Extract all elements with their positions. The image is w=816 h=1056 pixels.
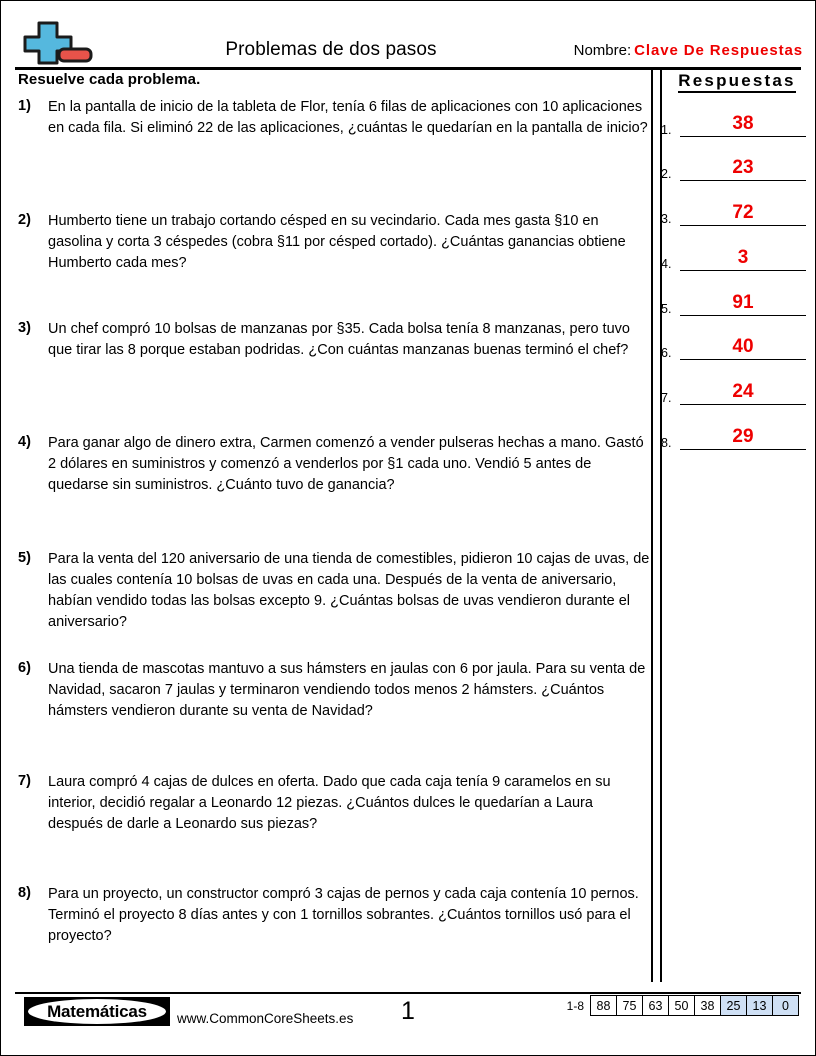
score-cell: 88	[590, 995, 616, 1016]
name-value: Clave De Respuestas	[634, 42, 803, 59]
answer-index: 7.	[661, 391, 672, 405]
score-table	[567, 995, 799, 1016]
answer-index: 4.	[661, 257, 672, 271]
problem-text: Laura compró 4 cajas de dulces en oferta. Dado que cada caja tenía 9 caramelos en su interior, decidió regalar a Leonardo 12 piezas. ¿Cuántos dulces le quedarían a Laura después de darle a Leonardo sus piezas?	[48, 774, 611, 832]
answer-row	[658, 149, 808, 181]
answer-index: 5.	[661, 302, 672, 316]
answers-heading	[658, 71, 816, 91]
answer-row	[658, 284, 808, 316]
problem-number: 4)	[18, 434, 31, 450]
score-cell: 38	[694, 995, 720, 1016]
score-cells	[590, 995, 799, 1016]
problem-item	[18, 433, 650, 496]
score-cell: 75	[616, 995, 642, 1016]
problem-item	[18, 772, 650, 835]
problem-item	[18, 97, 650, 139]
instruction-text: Resuelve cada problema.	[18, 71, 201, 88]
answer-value: 29	[732, 426, 754, 447]
answer-row	[658, 105, 808, 137]
answer-value: 3	[737, 247, 749, 268]
problem-text: Para la venta del 120 aniversario de una tienda de comestibles, pidieron 10 cajas de uvas, de las cuales contenía 10 bolsas de uvas en cada una. Después de la venta de aniversario, habían vendido todas las bolsas excepto 9. ¿Cuántas bolsas de uvas vendieron durante el aniversario?	[48, 551, 650, 630]
score-cell: 50	[668, 995, 694, 1016]
answer-value: 38	[732, 113, 754, 134]
answer-index: 6.	[661, 346, 672, 360]
answer-row	[658, 328, 808, 360]
answer-index: 8.	[661, 436, 672, 450]
answer-value: 91	[732, 292, 754, 313]
answer-row	[658, 239, 808, 271]
website-url: www.CommonCoreSheets.es	[177, 1011, 354, 1026]
name-field	[574, 42, 803, 59]
problem-number: 2)	[18, 212, 31, 228]
problem-item	[18, 549, 650, 633]
problem-text: Para ganar algo de dinero extra, Carmen comenzó a vender pulseras hechas a mano. Gastó 2 dólares en suministros y comenzó a venderlos por §1 cada uno. Vendió 5 antes de quedarse sin suministros. ¿Cuánto tuvo de ganancia?	[48, 435, 644, 493]
score-cell: 63	[642, 995, 668, 1016]
page-title: Problemas de dos pasos	[225, 39, 437, 60]
problem-number: 8)	[18, 885, 31, 901]
problem-text: Para un proyecto, un constructor compró 3 cajas de pernos y cada caja contenía 10 pernos. Terminó el proyecto 8 días antes y con 1 tornillos sobrantes. ¿Cuántos tornillos usó para el proyecto?	[48, 886, 639, 944]
problem-item	[18, 884, 650, 947]
score-range-label: 1-8	[566, 998, 584, 1013]
problem-number: 3)	[18, 320, 31, 336]
problem-number: 1)	[18, 98, 31, 114]
problem-number: 6)	[18, 660, 31, 676]
answer-value: 72	[732, 202, 754, 223]
page-header	[1, 1, 815, 67]
problem-text: En la pantalla de inicio de la tableta de Flor, tenía 6 filas de aplicaciones con 10 aplicaciones en cada fila. Si eliminó 22 de las aplicaciones, ¿cuántas le quedarían en la pantalla de inicio?	[48, 99, 648, 136]
answer-index: 3.	[661, 212, 672, 226]
answer-index: 2.	[661, 167, 672, 181]
answer-row	[658, 373, 808, 405]
problem-item	[18, 319, 650, 361]
header-divider	[15, 67, 801, 70]
answer-index: 1.	[661, 123, 672, 137]
problem-number: 7)	[18, 773, 31, 789]
problem-item	[18, 211, 650, 274]
score-cell: 25	[720, 995, 746, 1016]
score-cell: 13	[746, 995, 772, 1016]
page-number: 1	[401, 997, 415, 1025]
name-label: Nombre:	[573, 42, 632, 59]
problem-item	[18, 659, 650, 722]
answer-row	[658, 194, 808, 226]
answers-heading-label: Respuestas	[678, 71, 795, 93]
problem-text: Humberto tiene un trabajo cortando césped en su vecindario. Cada mes gasta §10 en gasolina y corta 3 céspedes (cobra §11 por césped cortado). ¿Cuántas ganancias obtiene Humberto cada mes?	[48, 213, 626, 271]
answer-row	[658, 418, 808, 450]
answer-value: 23	[732, 157, 754, 178]
problem-text: Un chef compró 10 bolsas de manzanas por §35. Cada bolsa tenía 8 manzanas, pero tuvo que tirar las 8 porque estaban podridas. ¿Con cuántas manzanas buenas terminó el chef?	[48, 321, 630, 358]
answer-value: 40	[732, 336, 754, 357]
footer-divider	[15, 992, 801, 994]
problem-number: 5)	[18, 550, 31, 566]
brand-label: Matemáticas	[28, 999, 166, 1024]
problem-text: Una tienda de mascotas mantuvo a sus hámsters en jaulas con 6 por jaula. Para su venta de Navidad, sacaron 7 jaulas y terminaron vendiendo todos menos 2 hámsters. ¿Cuántos hámsters vendieron durante su venta de Navidad?	[48, 661, 646, 719]
answer-value: 24	[732, 381, 754, 402]
score-cell: 0	[772, 995, 799, 1016]
